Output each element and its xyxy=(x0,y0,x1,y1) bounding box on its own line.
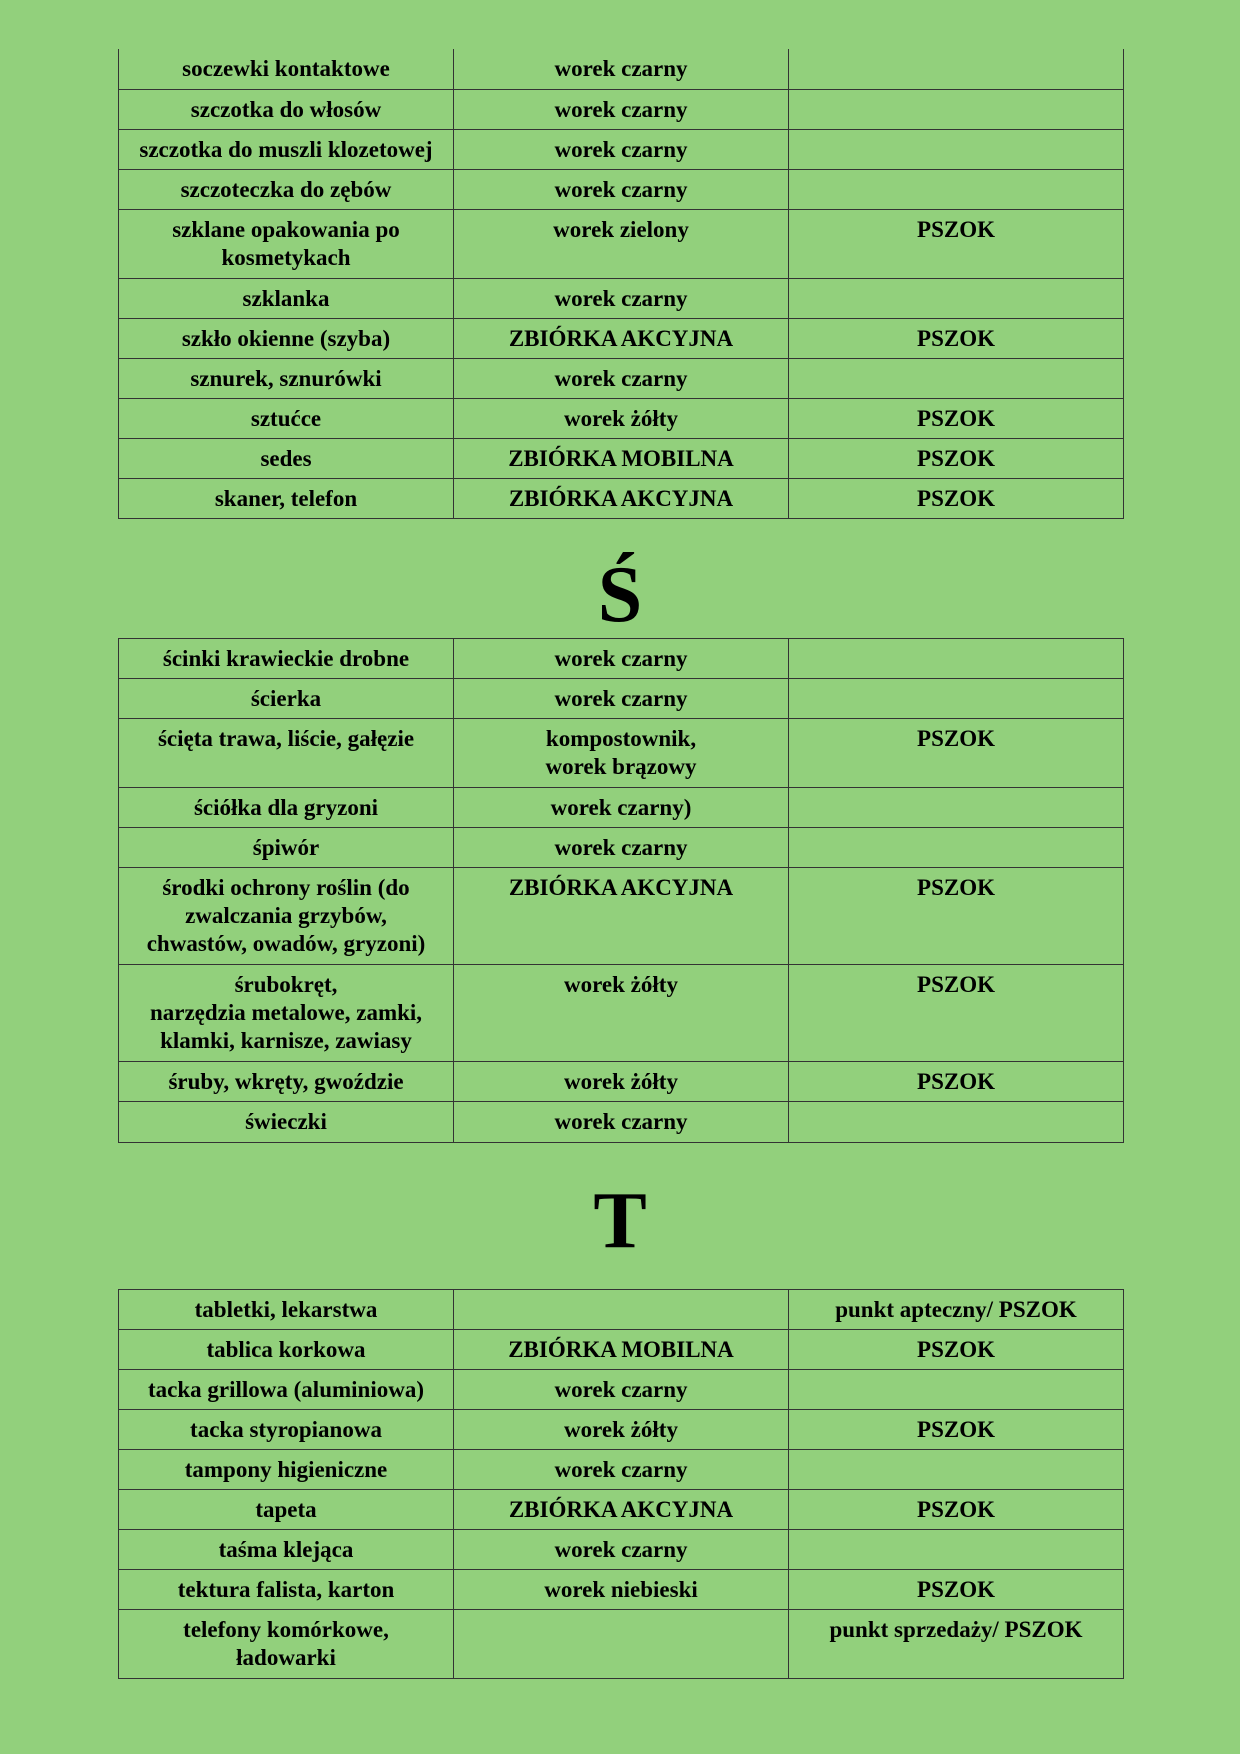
alt-disposal-cell: PSZOK xyxy=(789,1330,1124,1370)
item-name-cell: sedes xyxy=(119,438,454,478)
item-name-cell: środki ochrony roślin (do zwalczania grzybów, chwastów, owadów, gryzoni) xyxy=(119,868,454,965)
alt-disposal-cell xyxy=(789,639,1124,679)
item-name-cell: sztućce xyxy=(119,398,454,438)
alt-disposal-cell: PSZOK xyxy=(789,209,1124,278)
bin-cell: ZBIÓRKA MOBILNA xyxy=(454,438,789,478)
alt-disposal-cell xyxy=(789,1450,1124,1490)
table-row xyxy=(119,1370,1124,1410)
bin-cell: ZBIÓRKA AKCYJNA xyxy=(454,868,789,965)
bin-cell: worek czarny) xyxy=(454,788,789,828)
table-row xyxy=(119,788,1124,828)
item-name-cell: ścinki krawieckie drobne xyxy=(119,639,454,679)
alt-disposal-cell: PSZOK xyxy=(789,719,1124,788)
item-name-cell: szklanka xyxy=(119,278,454,318)
bin-cell: worek niebieski xyxy=(454,1570,789,1610)
table-row xyxy=(119,719,1124,788)
bin-cell: worek czarny xyxy=(454,1530,789,1570)
item-name-cell: ścięta trawa, liście, gałęzie xyxy=(119,719,454,788)
alt-disposal-cell: punkt apteczny/ PSZOK xyxy=(789,1290,1124,1330)
item-name-cell: tektura falista, karton xyxy=(119,1570,454,1610)
table-row xyxy=(119,278,1124,318)
bin-cell: ZBIÓRKA AKCYJNA xyxy=(454,1490,789,1530)
item-name-cell: skaner, telefon xyxy=(119,478,454,518)
waste-table-s xyxy=(118,49,1124,519)
item-name-cell: śpiwór xyxy=(119,828,454,868)
item-name-cell: szczotka do muszli klozetowej xyxy=(119,129,454,169)
table-row xyxy=(119,828,1124,868)
table-row xyxy=(119,1450,1124,1490)
item-name-cell: szczotka do włosów xyxy=(119,89,454,129)
waste-table-t xyxy=(118,1289,1124,1679)
table-row xyxy=(119,1330,1124,1370)
alt-disposal-cell: punkt sprzedaży/ PSZOK xyxy=(789,1610,1124,1679)
table-s-acute xyxy=(118,638,1123,1143)
bin-cell: worek zielony xyxy=(454,209,789,278)
waste-table-s-acute xyxy=(118,638,1124,1143)
alt-disposal-cell: PSZOK xyxy=(789,1570,1124,1610)
alt-disposal-cell: PSZOK xyxy=(789,438,1124,478)
table-row xyxy=(119,639,1124,679)
alt-disposal-cell xyxy=(789,1102,1124,1143)
bin-cell: ZBIÓRKA AKCYJNA xyxy=(454,318,789,358)
item-name-cell: tacka styropianowa xyxy=(119,1410,454,1450)
bin-cell xyxy=(454,1290,789,1330)
alt-disposal-cell xyxy=(789,89,1124,129)
table-row xyxy=(119,1290,1124,1330)
alt-disposal-cell xyxy=(789,49,1124,89)
bin-cell: worek czarny xyxy=(454,1450,789,1490)
alt-disposal-cell xyxy=(789,1370,1124,1410)
bin-cell: worek czarny xyxy=(454,639,789,679)
bin-cell: worek czarny xyxy=(454,358,789,398)
item-name-cell: tampony higieniczne xyxy=(119,1450,454,1490)
bin-cell: worek czarny xyxy=(454,169,789,209)
table-row xyxy=(119,1102,1124,1143)
alt-disposal-cell xyxy=(789,278,1124,318)
alt-disposal-cell xyxy=(789,169,1124,209)
bin-cell: ZBIÓRKA AKCYJNA xyxy=(454,478,789,518)
table-row xyxy=(119,1490,1124,1530)
table-row xyxy=(119,358,1124,398)
bin-cell: worek żółty xyxy=(454,1062,789,1102)
table-row xyxy=(119,49,1124,89)
table-row xyxy=(119,478,1124,518)
table-row xyxy=(119,438,1124,478)
table-t xyxy=(118,1289,1123,1679)
item-name-cell: ściółka dla gryzoni xyxy=(119,788,454,828)
alt-disposal-cell xyxy=(789,679,1124,719)
table-row xyxy=(119,209,1124,278)
item-name-cell: taśma klejąca xyxy=(119,1530,454,1570)
alt-disposal-cell xyxy=(789,1530,1124,1570)
item-name-cell: sznurek, sznurówki xyxy=(119,358,454,398)
alt-disposal-cell: PSZOK xyxy=(789,868,1124,965)
alt-disposal-cell: PSZOK xyxy=(789,398,1124,438)
section-letter-s-acute: Ś xyxy=(597,551,643,639)
bin-cell: worek czarny xyxy=(454,1370,789,1410)
table-row xyxy=(119,1410,1124,1450)
table-row xyxy=(119,1610,1124,1679)
table-row xyxy=(119,398,1124,438)
bin-cell: worek czarny xyxy=(454,679,789,719)
table-row xyxy=(119,868,1124,965)
item-name-cell: ścierka xyxy=(119,679,454,719)
bin-cell: worek żółty xyxy=(454,398,789,438)
table-row xyxy=(119,965,1124,1062)
item-name-cell: śrubokręt, narzędzia metalowe, zamki, klamki, karnisze, zawiasy xyxy=(119,965,454,1062)
item-name-cell: tacka grillowa (aluminiowa) xyxy=(119,1370,454,1410)
alt-disposal-cell: PSZOK xyxy=(789,1410,1124,1450)
bin-cell: worek żółty xyxy=(454,965,789,1062)
item-name-cell: szklane opakowania po kosmetykach xyxy=(119,209,454,278)
alt-disposal-cell: PSZOK xyxy=(789,965,1124,1062)
table-row xyxy=(119,1530,1124,1570)
bin-cell: worek czarny xyxy=(454,278,789,318)
bin-cell: worek czarny xyxy=(454,1102,789,1143)
table-row xyxy=(119,169,1124,209)
item-name-cell: tabletki, lekarstwa xyxy=(119,1290,454,1330)
alt-disposal-cell xyxy=(789,788,1124,828)
table-row xyxy=(119,89,1124,129)
table-row xyxy=(119,318,1124,358)
table-s xyxy=(118,49,1123,519)
bin-cell: worek czarny xyxy=(454,89,789,129)
alt-disposal-cell: PSZOK xyxy=(789,318,1124,358)
bin-cell: worek czarny xyxy=(454,49,789,89)
alt-disposal-cell: PSZOK xyxy=(789,1490,1124,1530)
table-row xyxy=(119,679,1124,719)
bin-cell: worek czarny xyxy=(454,828,789,868)
section-letter-t: T xyxy=(593,1177,647,1265)
table-row xyxy=(119,1570,1124,1610)
item-name-cell: tapeta xyxy=(119,1490,454,1530)
bin-cell: worek żółty xyxy=(454,1410,789,1450)
bin-cell: worek czarny xyxy=(454,129,789,169)
item-name-cell: soczewki kontaktowe xyxy=(119,49,454,89)
item-name-cell: szczoteczka do zębów xyxy=(119,169,454,209)
alt-disposal-cell xyxy=(789,129,1124,169)
bin-cell: kompostownik, worek brązowy xyxy=(454,719,789,788)
alt-disposal-cell: PSZOK xyxy=(789,1062,1124,1102)
item-name-cell: tablica korkowa xyxy=(119,1330,454,1370)
alt-disposal-cell: PSZOK xyxy=(789,478,1124,518)
item-name-cell: świeczki xyxy=(119,1102,454,1143)
item-name-cell: szkło okienne (szyba) xyxy=(119,318,454,358)
bin-cell: ZBIÓRKA MOBILNA xyxy=(454,1330,789,1370)
table-row xyxy=(119,129,1124,169)
item-name-cell: śruby, wkręty, gwoździe xyxy=(119,1062,454,1102)
bin-cell xyxy=(454,1610,789,1679)
alt-disposal-cell xyxy=(789,828,1124,868)
item-name-cell: telefony komórkowe, ładowarki xyxy=(119,1610,454,1679)
table-row xyxy=(119,1062,1124,1102)
alt-disposal-cell xyxy=(789,358,1124,398)
